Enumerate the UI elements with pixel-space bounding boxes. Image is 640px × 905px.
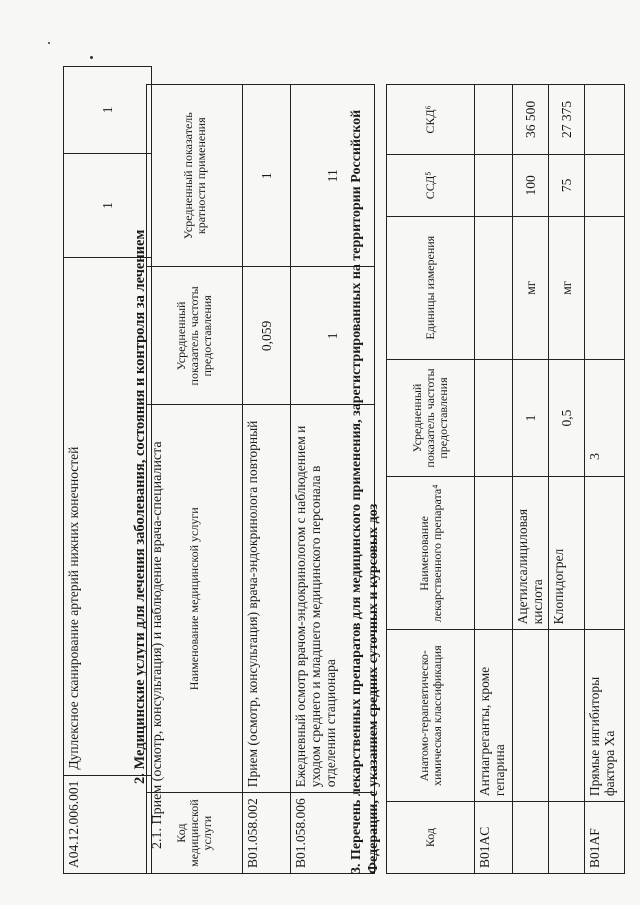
section-2-title: 2. Медицинские услуги для лечения заболевания, состояния и контроля за лечением (132, 229, 148, 784)
drug-atc (549, 630, 585, 802)
service-multiplicity: 1 (64, 67, 152, 154)
header-multiplicity: Усредненный показатель кратности применения (147, 85, 243, 267)
header-frequency: Усредненный показатель частоты предоставления (387, 359, 475, 477)
drug-skd (475, 85, 513, 155)
header-skd: СКД⁶ (387, 85, 475, 155)
header-drug: Наименование лекарственного препарата⁴ (387, 477, 475, 630)
drug-code (513, 802, 549, 874)
table-row (243, 85, 291, 874)
table-row (585, 85, 625, 874)
service-name: Дуплексное сканирование артерий нижних конечностей (64, 258, 152, 775)
table-row (549, 85, 585, 874)
service-multiplicity: 1 (243, 85, 291, 267)
drug-name (585, 477, 625, 630)
service-code: A04.12.006.001 (64, 775, 152, 873)
table-row (513, 85, 549, 874)
table-header-row (147, 85, 243, 874)
drug-frequency: 1 (513, 359, 549, 477)
header-code: Код (387, 802, 475, 874)
service-code: B01.058.006 (291, 793, 375, 874)
table-row (475, 85, 513, 874)
drug-skd: 36 500 (513, 85, 549, 155)
section-2-subtitle: 2.1. Прием (осмотр, консультация) и наблюдение врача-специалиста (150, 441, 165, 849)
drug-skd (585, 85, 625, 155)
drug-frequency (475, 359, 513, 477)
header-atc: Анатомо-терапевтическо-химическая классификация (387, 630, 475, 802)
header-code: Код медицинской услуги (147, 793, 243, 874)
scan-speck (48, 42, 50, 44)
drug-ssd (585, 154, 625, 216)
scan-speck (90, 56, 93, 59)
services-table (146, 84, 375, 874)
service-multiplicity: 11 (291, 85, 375, 267)
drug-code: B01AC (475, 802, 513, 874)
drug-code: B01AF (585, 802, 625, 874)
drug-frequency: 0,5 (549, 359, 585, 477)
drug-atc (513, 630, 549, 802)
drug-code (549, 802, 585, 874)
service-name: Ежедневный осмотр врачом-эндокринологом с наблюдением и уходом среднего и младшего медицинского персонала в отделении стационара (291, 405, 375, 793)
drug-unit: мг (513, 216, 549, 359)
drug-atc: Прямые ингибиторы фактора Xa (585, 630, 625, 802)
drug-name: Ацетилсалициловая кислота (513, 477, 549, 630)
drug-frequency (585, 359, 625, 477)
drug-name: Клопидогрел (549, 477, 585, 630)
drug-unit (475, 216, 513, 359)
drug-unit (585, 216, 625, 359)
drug-skd: 27 375 (549, 85, 585, 155)
header-unit: Единицы измерения (387, 216, 475, 359)
drug-ssd (475, 154, 513, 216)
page-number: 3 (588, 453, 603, 460)
service-code: B01.058.002 (243, 793, 291, 874)
table-header-row (387, 85, 475, 874)
service-frequency: 1 (64, 153, 152, 258)
header-frequency: Усредненный показатель частоты предоставления (147, 267, 243, 405)
drug-unit: мг (549, 216, 585, 359)
service-name: Прием (осмотр, консультация) врача-эндокринолога повторный (243, 405, 291, 793)
drug-atc: Антиагреганты, кроме гепарина (475, 630, 513, 802)
drug-ssd: 75 (549, 154, 585, 216)
drugs-table (386, 84, 625, 874)
service-frequency: 0,059 (243, 267, 291, 405)
header-name: Наименование медицинской услуги (147, 405, 243, 793)
drug-name (475, 477, 513, 630)
header-ssd: ССД⁵ (387, 154, 475, 216)
service-frequency: 1 (291, 267, 375, 405)
drug-ssd: 100 (513, 154, 549, 216)
section-3-title: 3. Перечень лекарственных препаратов для медицинского применения, зарегистрированных на территории Российской Федерации, с указанием средних суточных и курсовых доз (349, 109, 381, 874)
